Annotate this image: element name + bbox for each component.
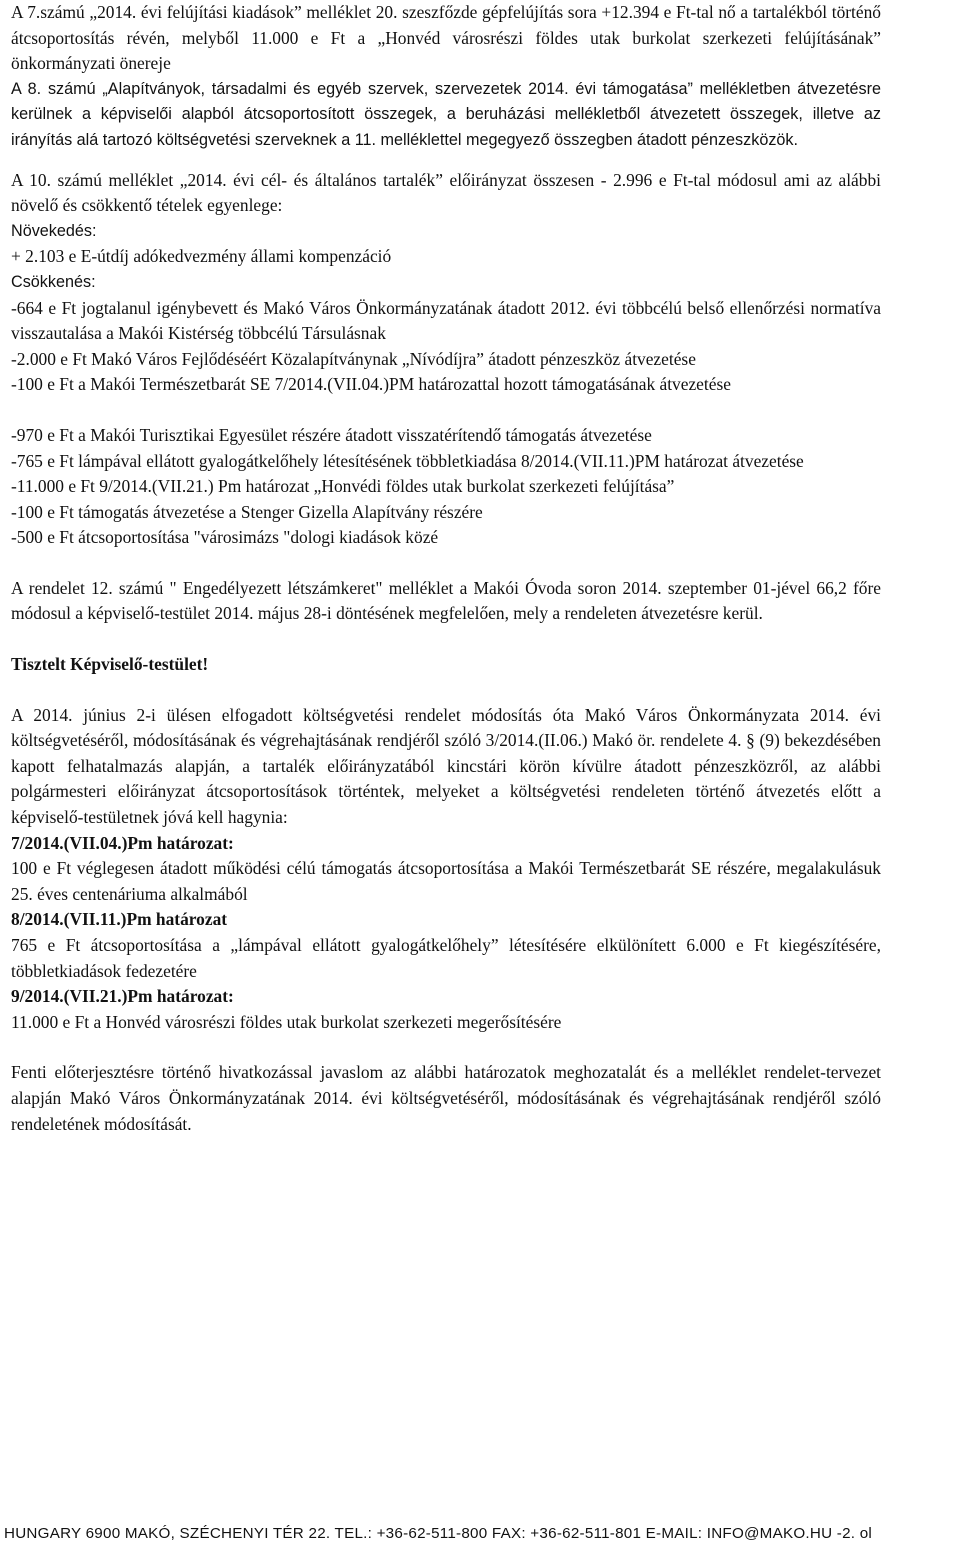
resolution-text-2: 765 e Ft átcsoportosítása a „lámpával ellátott gyalogátkelőhely” létesítésére elkülönített 6.000 e Ft kiegészítésére, többletkiadások fedezetére [11, 935, 881, 981]
page-footer: HUNGARY 6900 MAKÓ, SZÉCHENYI TÉR 22. TEL.: +36-62-511-800 FAX: +36-62-511-801 E-MAIL: INFO@MAKO.HU -2. ol [4, 1525, 873, 1542]
increase-heading: Növekedés: [11, 221, 97, 240]
resolution-title-1: 7/2014.(VII.04.)Pm határozat: [11, 832, 234, 853]
resolution-text-1: 100 e Ft véglegesen átadott működési célú támogatás átcsoportosítása a Makói Természetbarát SE részére, megalakulásuk 25. éves centenáriuma alkalmából [11, 858, 881, 904]
decrease-item: -100 e Ft támogatás átvezetése a Stenger Gizella Alapítvány részére [11, 501, 483, 522]
decrease-item: -11.000 e Ft 9/2014.(VII.21.) Pm határozat „Honvédi földes utak burkolat szerkezeti felújítása” [11, 476, 675, 497]
paragraph-annex-7: A 7.számú „2014. évi felújítási kiadások” melléklet 20. szeszfőzde gépfelújítás sora +12.394 e Ft-tal nő a tartalékból történő átcsoportosítás révén, melyből 11.000 e Ft a „Honvéd városrészi földes utak burkolat szerkezeti felújításának” önkormányzati önereje [11, 2, 881, 74]
paragraph-authorization: A 2014. június 2-i ülésen elfogadott költségvetési rendelet módosítás óta Makó Város Önkormányzata 2014. évi költségvetéséről, módosításának és végrehajtásának rendjéről szóló 3/2014.(II.06.) Makó ör. rendelete 4. § (9) bekezdésében kapott felhatalmazás alapján, a tartalék előirányzatából kincstári körön kívülre átadott pénzeszközről, az alábbi polgármesteri előirányzat átcsoportosítások történtek, melyeket a költségvetési rendeleten történő átvezetés előtt a képviselő-testületnek jóvá kell hagynia: [11, 704, 881, 828]
decrease-item: -500 e Ft átcsoportosítása "városimázs "dologi kiadások közé [11, 527, 439, 548]
decrease-heading: Csökkenés: [11, 272, 96, 291]
decrease-item: -664 e Ft jogtalanul igénybevett és Makó Város Önkormányzatának átadott 2012. évi többcélú belső ellenőrzési normatíva visszautalása a Makói Kistérség többcélú Társulásnak [11, 297, 881, 344]
decrease-item: -765 e Ft lámpával ellátott gyalogátkelőhely létesítésének többletkiadása 8/2014.(VII.11.)PM határozat átvezetése [11, 450, 804, 471]
increase-item: + 2.103 e E-útdíj adókedvezmény állami kompenzáció [11, 246, 392, 267]
paragraph-proposal: Fenti előterjesztésre történő hivatkozással javaslom az alábbi határozatok meghozatalát és a melléklet rendelet-tervezet alapján Makó Város Önkormányzatának 2014. évi költségvetéséről, módosításának és végrehajtásának rendjéről szóló rendeletének módosítását. [11, 1062, 881, 1134]
decrease-item: -970 e Ft a Makói Turisztikai Egyesület részére átadott visszatérítendő támogatás átvezetése [11, 424, 652, 445]
paragraph-annex-12: A rendelet 12. számú " Engedélyezett létszámkeret" melléklet a Makói Óvoda soron 2014. szeptember 01-jével 66,2 főre módosul a képviselő-testület 2014. május 28-i döntésének megfelelően, mely a rendeleten átvezetésre kerül. [11, 577, 881, 624]
resolution-text-3: 11.000 e Ft a Honvéd városrészi földes utak burkolat szerkezeti megerősítésére [11, 1011, 562, 1032]
resolution-title-2: 8/2014.(VII.11.)Pm határozat [11, 909, 228, 930]
resolution-title-3: 9/2014.(VII.21.)Pm határozat: [11, 986, 234, 1007]
decrease-item: -2.000 e Ft Makó Város Fejlődéséért Közalapítványnak „Nívódíjra” átadott pénzeszköz átvezetése [11, 348, 696, 369]
decrease-item: -100 e Ft a Makói Természetbarát SE 7/2014.(VII.04.)PM határozattal hozott támogatásának átvezetése [11, 374, 731, 395]
paragraph-annex-8: A 8. számú „Alapítványok, társadalmi és egyéb szervek, szervezetek 2014. évi támogatása” mellékletben átvezetésre kerülnek a képviselői alapból átcsoportosított összegek, a beruházási mellékletből átvezetett összegek, illetve az irányítás alá tartozó költségvetési szerveknek a 11. melléklettel megegyező összegben átadott pénzeszközök. [11, 79, 881, 149]
paragraph-annex-10: A 10. számú melléklet „2014. évi cél- és általános tartalék” előirányzat összesen - 2.996 e Ft-tal módosul ami az alábbi növelő és csökkentő tételek egyenlege: [11, 169, 881, 216]
salutation-heading: Tisztelt Képviselő-testület! [11, 654, 209, 675]
document-body [11, 0, 881, 1137]
